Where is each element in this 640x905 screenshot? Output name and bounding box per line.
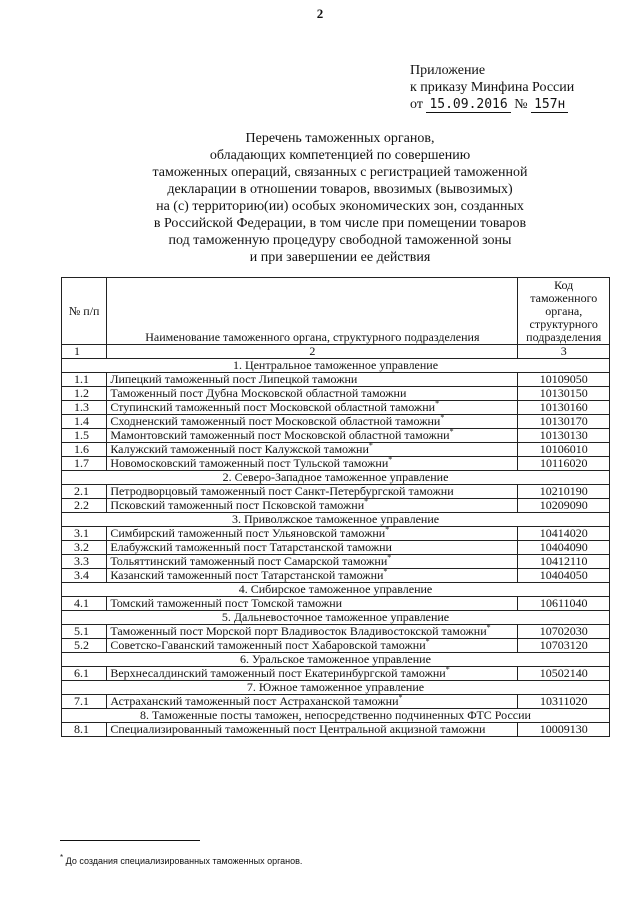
office-name-text: Специализированный таможенный пост Центральной акцизной таможни [110, 722, 486, 736]
title-line: обладающих компетенцией по совершению [209, 148, 471, 163]
section-row [62, 359, 610, 373]
footnote-reference: * [440, 413, 445, 422]
office-name-text: Ступинский таможенный пост Московской областной таможни [110, 400, 436, 414]
row-number: 2.2 [62, 499, 107, 513]
title-line: декларации в отношении товаров, ввозимых (вывозимых) [167, 182, 513, 197]
table-row [62, 667, 610, 681]
table-row [62, 625, 610, 639]
row-number: 8.1 [62, 723, 107, 737]
header-name: Наименование таможенного органа, структурного подразделения [107, 278, 518, 345]
table-row [62, 499, 610, 513]
customs-office-code: 10404050 [518, 569, 610, 583]
footnote-reference: * [364, 497, 369, 506]
customs-office-code: 10414020 [518, 527, 610, 541]
office-name-text: Елабужский таможенный пост Татарстанской таможни [110, 540, 392, 554]
footnote-reference: * [486, 623, 491, 632]
table-body [62, 359, 610, 737]
section-title: 8. Таможенные посты таможен, непосредственно подчиненных ФТС России [62, 709, 610, 723]
footnote-mark: * [60, 853, 64, 862]
appendix-order-reference: к приказу Минфина России [410, 80, 575, 95]
page-number: 2 [316, 6, 324, 21]
table-row [62, 485, 610, 499]
office-name-text: Петродворцовый таможенный пост Санкт-Петербургской таможни [110, 484, 454, 498]
footnote-reference: * [398, 693, 403, 702]
customs-office-code: 10009130 [518, 723, 610, 737]
number-label: № [514, 97, 528, 112]
customs-office-code: 10502140 [518, 667, 610, 681]
office-name-text: Калужский таможенный пост Калужской таможни [110, 442, 369, 456]
customs-office-name [107, 541, 518, 555]
customs-office-code: 10703120 [518, 639, 610, 653]
table-row [62, 527, 610, 541]
title-line: таможенных операций, связанных с регистрацией таможенной [152, 165, 528, 180]
row-number: 1.2 [62, 387, 107, 401]
row-number: 1.4 [62, 415, 107, 429]
row-number: 3.2 [62, 541, 107, 555]
section-title: 1. Центральное таможенное управление [62, 359, 610, 373]
customs-office-name [107, 387, 518, 401]
section-row [62, 709, 610, 723]
appendix-block [410, 62, 574, 113]
appendix-title: Приложение [410, 63, 486, 78]
section-title: 4. Сибирское таможенное управление [62, 583, 610, 597]
table-row [62, 555, 610, 569]
footnote-reference: * [368, 441, 373, 450]
office-name-text: Советско-Гаванский таможенный пост Хабаровской таможни [110, 638, 426, 652]
customs-office-name [107, 499, 518, 513]
row-number: 4.1 [62, 597, 107, 611]
customs-office-name [107, 639, 518, 653]
footnote-divider [60, 840, 200, 841]
office-name-text: Тольяттинский таможенный пост Самарской таможни [110, 554, 388, 568]
footnote-text: До создания специализированных таможенных органов. [65, 856, 303, 866]
row-number: 1.1 [62, 373, 107, 387]
document-title [80, 130, 600, 266]
row-number: 3.4 [62, 569, 107, 583]
title-line: в Российской Федерации, в том числе при помещении товаров [153, 216, 527, 231]
office-name-text: Липецкий таможенный пост Липецкой таможни [110, 372, 358, 386]
table-row [62, 443, 610, 457]
footnote-reference: * [387, 553, 392, 562]
table-row [62, 401, 610, 415]
section-row [62, 471, 610, 485]
col-number-1: 1 [62, 345, 107, 359]
table-row [62, 415, 610, 429]
footnote-reference: * [388, 455, 393, 464]
appendix-date-number [410, 96, 574, 113]
column-numbers-row [62, 345, 610, 359]
table-row [62, 695, 610, 709]
col-number-2: 2 [107, 345, 518, 359]
customs-office-code: 10130130 [518, 429, 610, 443]
row-number: 3.3 [62, 555, 107, 569]
customs-office-name [107, 695, 518, 709]
title-line: на (с) территорию(ии) особых экономических зон, созданных [156, 199, 524, 214]
row-number: 3.1 [62, 527, 107, 541]
table-row [62, 457, 610, 471]
title-line: Перечень таможенных органов, [245, 131, 435, 146]
customs-office-name [107, 457, 518, 471]
customs-office-name [107, 485, 518, 499]
row-number: 2.1 [62, 485, 107, 499]
table-row [62, 569, 610, 583]
office-name-text: Псковский таможенный пост Псковской таможни [110, 498, 365, 512]
customs-office-name [107, 415, 518, 429]
row-number: 1.3 [62, 401, 107, 415]
customs-office-code: 10210190 [518, 485, 610, 499]
office-name-text: Астраханский таможенный пост Астраханской таможни [110, 694, 399, 708]
customs-office-name [107, 597, 518, 611]
customs-office-code: 10702030 [518, 625, 610, 639]
customs-office-code: 10209090 [518, 499, 610, 513]
row-number: 5.2 [62, 639, 107, 653]
customs-office-name [107, 429, 518, 443]
customs-office-code: 10611040 [518, 597, 610, 611]
customs-office-name [107, 373, 518, 387]
order-date: 15.09.2016 [426, 97, 510, 113]
customs-office-code: 10130150 [518, 387, 610, 401]
order-number: 157н [531, 97, 568, 113]
title-line: и при завершении ее действия [249, 250, 431, 265]
footnote [60, 853, 303, 866]
office-name-text: Верхнесалдинский таможенный пост Екатеринбургской таможни [110, 666, 446, 680]
footnote-reference: * [435, 399, 440, 408]
section-row [62, 653, 610, 667]
office-name-text: Сходненский таможенный пост Московской областной таможни [110, 414, 441, 428]
section-row [62, 583, 610, 597]
customs-office-name [107, 527, 518, 541]
table-row [62, 541, 610, 555]
section-title: 6. Уральское таможенное управление [62, 653, 610, 667]
col-number-3: 3 [518, 345, 610, 359]
row-number: 5.1 [62, 625, 107, 639]
footnote-reference: * [385, 525, 390, 534]
customs-office-code: 10404090 [518, 541, 610, 555]
section-title: 2. Северо-Западное таможенное управление [62, 471, 610, 485]
section-title: 3. Приволжское таможенное управление [62, 513, 610, 527]
customs-office-name [107, 555, 518, 569]
header-num: № п/п [62, 278, 107, 345]
row-number: 6.1 [62, 667, 107, 681]
customs-office-code: 10412110 [518, 555, 610, 569]
office-name-text: Таможенный пост Дубна Московской областной таможни [110, 386, 407, 400]
customs-office-code: 10130160 [518, 401, 610, 415]
table-header-row [62, 278, 610, 345]
table-row [62, 387, 610, 401]
title-line: под таможенную процедуру свободной таможенной зоны [168, 233, 512, 248]
section-row [62, 611, 610, 625]
footnote-reference: * [425, 637, 430, 646]
customs-office-name [107, 569, 518, 583]
office-name-text: Томский таможенный пост Томской таможни [110, 596, 343, 610]
office-name-text: Симбирский таможенный пост Ульяновской таможни [110, 526, 386, 540]
table-row [62, 429, 610, 443]
footnote-reference: * [383, 567, 388, 576]
customs-office-name [107, 401, 518, 415]
customs-table [61, 277, 610, 737]
office-name-text: Казанский таможенный пост Татарстанской таможни [110, 568, 384, 582]
row-number: 1.6 [62, 443, 107, 457]
office-name-text: Таможенный пост Морской порт Владивосток Владивостокской таможни [110, 624, 487, 638]
table-row [62, 373, 610, 387]
section-title: 5. Дальневосточное таможенное управление [62, 611, 610, 625]
customs-office-code: 10311020 [518, 695, 610, 709]
row-number: 7.1 [62, 695, 107, 709]
footnote-reference: * [445, 665, 450, 674]
table-row [62, 597, 610, 611]
customs-office-code: 10106010 [518, 443, 610, 457]
section-title: 7. Южное таможенное управление [62, 681, 610, 695]
customs-office-code: 10109050 [518, 373, 610, 387]
table-row [62, 639, 610, 653]
table-row [62, 723, 610, 737]
date-label: от [410, 97, 423, 112]
customs-office-name [107, 625, 518, 639]
office-name-text: Новомосковский таможенный пост Тульской таможни [110, 456, 389, 470]
customs-office-name [107, 723, 518, 737]
footnote-reference: * [449, 427, 454, 436]
section-row [62, 681, 610, 695]
office-name-text: Мамонтовский таможенный пост Московской областной таможни [110, 428, 450, 442]
customs-office-name [107, 667, 518, 681]
row-number: 1.5 [62, 429, 107, 443]
customs-office-code: 10130170 [518, 415, 610, 429]
section-row [62, 513, 610, 527]
customs-office-code: 10116020 [518, 457, 610, 471]
header-code: Код таможенного органа, структурного подразделения [518, 278, 610, 345]
customs-office-name [107, 443, 518, 457]
row-number: 1.7 [62, 457, 107, 471]
